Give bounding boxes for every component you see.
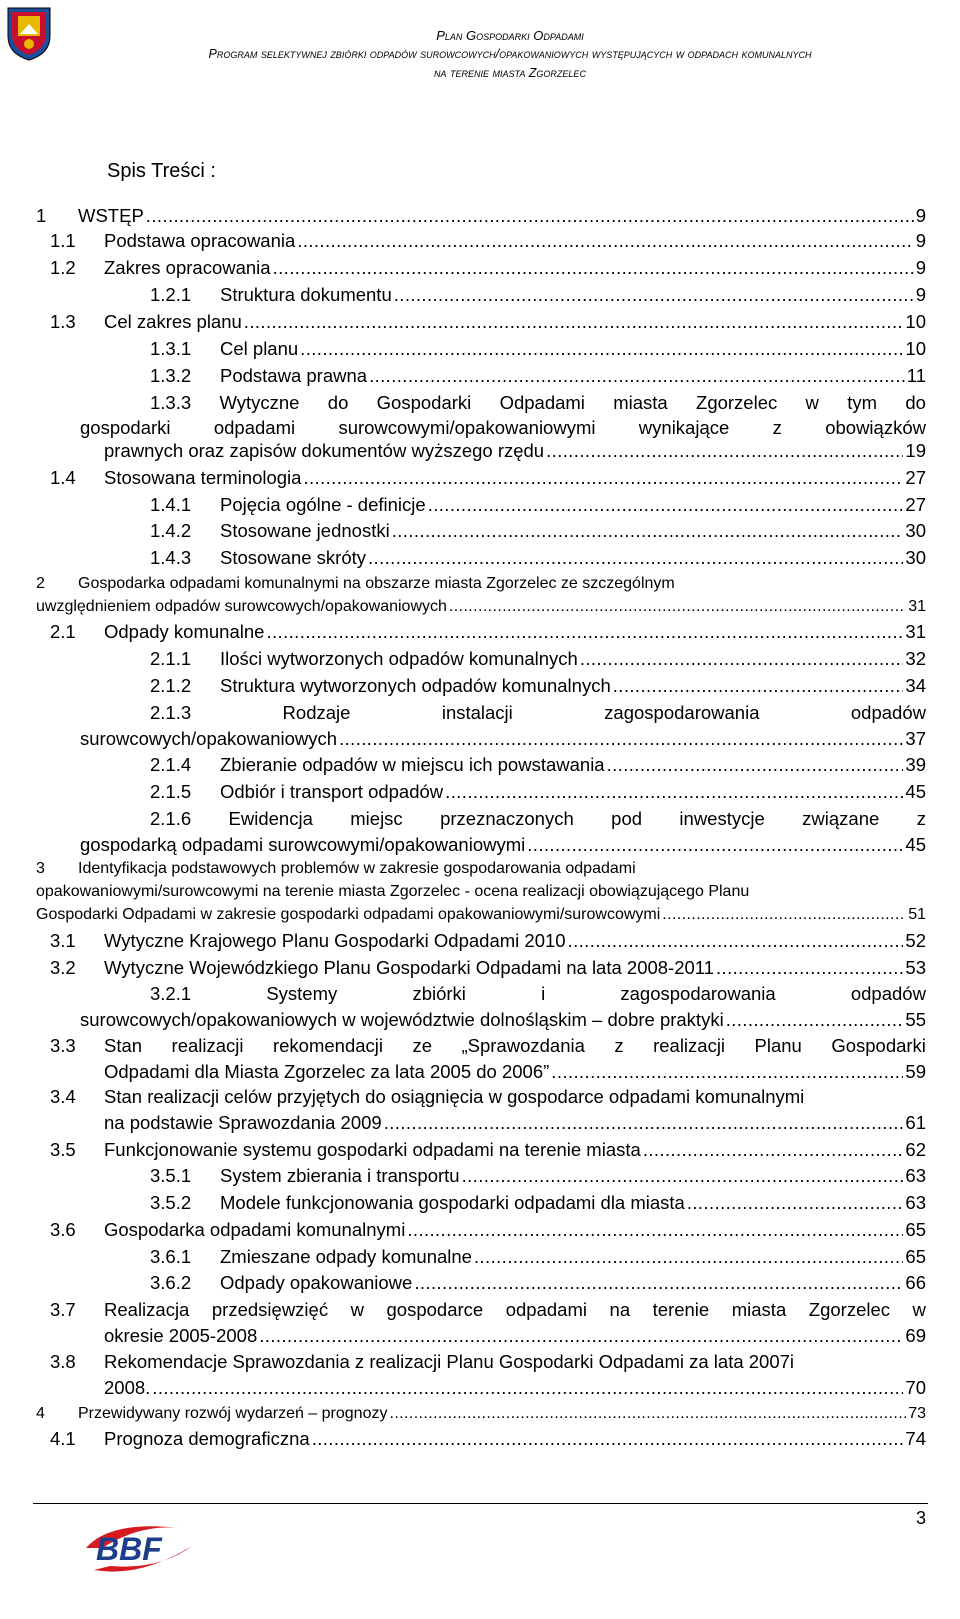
toc-word: rekomendacji bbox=[272, 1035, 383, 1056]
toc-word: zagospodarowania bbox=[620, 983, 776, 1004]
toc-page: 65 bbox=[905, 1219, 926, 1240]
toc-word: odpadów bbox=[850, 983, 926, 1004]
toc-title: na podstawie Sprawozdania 2009 bbox=[104, 1112, 382, 1133]
toc-number: 1.2 bbox=[50, 257, 76, 278]
toc-page: 70 bbox=[905, 1377, 926, 1398]
toc-word: przedsięwzięć bbox=[211, 1299, 329, 1320]
dot-leader bbox=[384, 1112, 904, 1134]
toc-number: 1.1 bbox=[50, 230, 76, 251]
dot-leader bbox=[607, 754, 904, 776]
dot-leader bbox=[687, 1192, 904, 1214]
dot-leader bbox=[568, 930, 904, 952]
toc-title: gospodarką odpadami surowcowymi/opakowaniowymi bbox=[80, 834, 526, 855]
dot-leader bbox=[643, 1139, 904, 1161]
toc-number: 1.3.3 bbox=[150, 392, 192, 413]
toc-page: 63 bbox=[905, 1192, 926, 1213]
toc-word: Realizacja bbox=[104, 1299, 190, 1320]
header-location: na terenie miasta Zgorzelec bbox=[434, 66, 586, 80]
toc-number: 3.2 bbox=[50, 957, 76, 978]
toc-page: 9 bbox=[915, 284, 926, 305]
dot-leader bbox=[266, 621, 903, 643]
toc-title: Odpadami dla Miasta Zgorzelec za lata 2005 do 2006” bbox=[104, 1061, 550, 1082]
dot-leader bbox=[662, 906, 906, 924]
toc-number: 1 bbox=[36, 205, 47, 226]
toc-page: 31 bbox=[908, 598, 926, 615]
toc-page: 11 bbox=[906, 365, 926, 386]
toc-word: Rodzaje bbox=[282, 702, 351, 723]
dot-leader bbox=[303, 467, 903, 489]
toc-title: Stosowane skróty bbox=[220, 547, 367, 568]
toc-page: 10 bbox=[905, 311, 926, 332]
toc-word: związane bbox=[802, 808, 880, 829]
toc-word: Zgorzelec bbox=[808, 1299, 891, 1320]
toc-word: w bbox=[350, 1299, 364, 1320]
toc-word: tym bbox=[847, 392, 878, 413]
toc-page: 32 bbox=[905, 648, 926, 669]
toc-title: Modele funkcjonowania gospodarki odpadami dla miasta bbox=[220, 1192, 685, 1213]
toc-heading: Spis Treści : bbox=[107, 160, 216, 182]
dot-leader bbox=[259, 1325, 903, 1347]
toc-page: 51 bbox=[908, 906, 926, 923]
page-number: 3 bbox=[915, 1508, 926, 1528]
dot-leader bbox=[152, 1377, 903, 1399]
bbf-logo-icon bbox=[80, 1518, 200, 1576]
toc-title: Odbiór i transport odpadów bbox=[220, 781, 444, 802]
toc-word: Stan bbox=[104, 1035, 143, 1056]
toc-title: Zakres opracowania bbox=[104, 257, 271, 278]
toc-word: odpadami bbox=[213, 417, 296, 438]
toc-page: 53 bbox=[905, 957, 926, 978]
toc-page: 9 bbox=[915, 257, 926, 278]
dot-leader bbox=[445, 781, 903, 803]
toc-number: 2.1.4 bbox=[150, 754, 192, 775]
toc-word: Zgorzelec bbox=[696, 392, 778, 413]
toc-title: Stosowane jednostki bbox=[220, 520, 390, 541]
toc-title: WSTĘP bbox=[78, 205, 144, 226]
dot-leader bbox=[392, 520, 904, 542]
toc-word: miejsc bbox=[350, 808, 403, 829]
toc-number: 2.1.3 bbox=[150, 702, 192, 723]
toc-page: 19 bbox=[905, 440, 926, 461]
dot-leader bbox=[546, 440, 903, 462]
toc-title: Cel zakres planu bbox=[104, 311, 242, 332]
header-title: Plan Gospodarki Odpadami bbox=[436, 28, 584, 43]
toc-number: 3.3 bbox=[50, 1035, 76, 1056]
toc-number: 2 bbox=[36, 575, 45, 592]
dot-leader bbox=[244, 311, 904, 333]
toc-number: 3 bbox=[36, 860, 45, 877]
dot-leader bbox=[414, 1272, 903, 1294]
dot-leader bbox=[297, 230, 913, 252]
toc-number: 2.1.5 bbox=[150, 781, 192, 802]
toc-number: 1.4.3 bbox=[150, 547, 192, 568]
toc-title: Podstawa opracowania bbox=[104, 230, 296, 251]
header-subtitle: Program selektywnej zbiórki odpadów surowcowych/opakowaniowych występujących w odpadach komunalnych bbox=[208, 47, 812, 61]
toc-page: 62 bbox=[905, 1139, 926, 1160]
toc-word: odpadów bbox=[850, 702, 926, 723]
toc-title: Podstawa prawna bbox=[220, 365, 368, 386]
dot-leader bbox=[716, 957, 903, 979]
toc-word: realizacji bbox=[171, 1035, 244, 1056]
toc-number: 1.3 bbox=[50, 311, 76, 332]
toc-title: Pojęcia ogólne - definicje bbox=[220, 494, 426, 515]
toc-word: terenie bbox=[652, 1299, 710, 1320]
toc-word: z bbox=[772, 417, 782, 438]
dot-leader bbox=[726, 1009, 904, 1031]
toc-page: 52 bbox=[905, 930, 926, 951]
toc-word: surowcowymi/opakowaniowymi bbox=[338, 417, 596, 438]
toc-page: 55 bbox=[905, 1009, 926, 1030]
dot-leader bbox=[613, 675, 904, 697]
toc-page: 9 bbox=[915, 205, 926, 226]
toc-word: wynikające bbox=[638, 417, 730, 438]
toc-title: Wytyczne Wojewódzkiego Planu Gospodarki Odpadami na lata 2008-2011 bbox=[104, 957, 715, 978]
toc-word: gospodarki bbox=[80, 417, 171, 438]
toc-number: 2.1.1 bbox=[150, 648, 192, 669]
toc-word: Wytyczne bbox=[219, 392, 300, 413]
toc-number: 2.1.6 bbox=[150, 808, 192, 829]
toc-word: Systemy bbox=[266, 983, 338, 1004]
dot-leader bbox=[474, 1246, 903, 1268]
toc-title: Odpady komunalne bbox=[104, 621, 265, 642]
toc-page: 37 bbox=[905, 728, 926, 749]
toc-title: Struktura dokumentu bbox=[220, 284, 392, 305]
toc-title: surowcowych/opakowaniowych bbox=[80, 728, 338, 749]
toc-page: 66 bbox=[905, 1272, 926, 1293]
dot-leader bbox=[339, 728, 903, 750]
toc-number: 1.2.1 bbox=[150, 284, 192, 305]
toc-number: 3.6.1 bbox=[150, 1246, 192, 1267]
toc-word: w bbox=[912, 1299, 926, 1320]
toc-number: 1.4.2 bbox=[150, 520, 192, 541]
toc-page: 65 bbox=[905, 1246, 926, 1267]
toc-page: 63 bbox=[905, 1165, 926, 1186]
svg-text:BBF: BBF bbox=[96, 1531, 162, 1567]
toc-page: 10 bbox=[905, 338, 926, 359]
dot-leader bbox=[368, 547, 903, 569]
toc-title: Prognoza demograficzna bbox=[104, 1428, 310, 1449]
toc-page: 69 bbox=[905, 1325, 926, 1346]
dot-leader bbox=[527, 834, 903, 856]
toc-page: 74 bbox=[905, 1428, 926, 1449]
toc-title-line: Identyfikacja podstawowych problemów w zakresie gospodarowania odpadami bbox=[78, 860, 636, 877]
toc-number: 3.8 bbox=[50, 1351, 76, 1372]
toc-number: 3.5.1 bbox=[150, 1165, 192, 1186]
toc-page: 27 bbox=[905, 467, 926, 488]
toc-word: instalacji bbox=[441, 702, 513, 723]
toc-word: Planu bbox=[754, 1035, 802, 1056]
toc-page: 9 bbox=[915, 230, 926, 251]
toc-word: Gospodarki bbox=[831, 1035, 926, 1056]
toc-page: 30 bbox=[905, 547, 926, 568]
toc-page: 73 bbox=[908, 1405, 926, 1422]
toc-title: Funkcjonowanie systemu gospodarki odpadami na terenie miasta bbox=[104, 1139, 641, 1160]
dot-leader bbox=[407, 1219, 903, 1241]
toc-word: Gospodarki bbox=[376, 392, 472, 413]
toc-word: obowiązków bbox=[825, 417, 926, 438]
toc-page: 30 bbox=[905, 520, 926, 541]
dot-leader bbox=[462, 1165, 904, 1187]
toc-word: gospodarce bbox=[386, 1299, 484, 1320]
toc-title: Cel planu bbox=[220, 338, 299, 359]
toc-word: w bbox=[805, 392, 819, 413]
dot-leader bbox=[300, 338, 903, 360]
toc-title: Ilości wytworzonych odpadów komunalnych bbox=[220, 648, 578, 669]
toc-page: 34 bbox=[905, 675, 926, 696]
toc-word: i bbox=[541, 983, 546, 1004]
toc-word: przeznaczonych bbox=[440, 808, 574, 829]
toc-word: miasta bbox=[731, 1299, 787, 1320]
toc-title: Gospodarka odpadami komunalnymi bbox=[104, 1219, 406, 1240]
toc-title: prawnych oraz zapisów dokumentów wyższego rzędu bbox=[104, 440, 545, 461]
toc-title: Struktura wytworzonych odpadów komunalnych bbox=[220, 675, 611, 696]
toc-word: realizacji bbox=[653, 1035, 726, 1056]
toc-page: 61 bbox=[905, 1112, 926, 1133]
footer-rule bbox=[33, 1503, 928, 1504]
toc-title: System zbierania i transportu bbox=[220, 1165, 460, 1186]
toc-title: Zbieranie odpadów w miejscu ich powstawania bbox=[220, 754, 605, 775]
dot-leader bbox=[428, 494, 904, 516]
toc-title-line: Rekomendacje Sprawozdania z realizacji Planu Gospodarki Odpadami za lata 2007i bbox=[104, 1351, 795, 1372]
dot-leader bbox=[580, 648, 904, 670]
toc-number: 3.6 bbox=[50, 1219, 76, 1240]
toc-word: ze bbox=[412, 1035, 433, 1056]
toc-title: Odpady opakowaniowe bbox=[220, 1272, 413, 1293]
toc-word: „Sprawozdania bbox=[461, 1035, 585, 1056]
toc-page: 45 bbox=[905, 781, 926, 802]
toc-number: 3.1 bbox=[50, 930, 76, 951]
toc-page: 59 bbox=[905, 1061, 926, 1082]
dot-leader bbox=[449, 598, 906, 616]
toc-title: Gospodarki Odpadami w zakresie gospodarki odpadami opakowaniowymi/surowcowymi bbox=[36, 906, 661, 923]
toc-word: miasta bbox=[613, 392, 668, 413]
dot-leader bbox=[273, 257, 914, 279]
toc-page: 39 bbox=[905, 754, 926, 775]
dot-leader bbox=[369, 365, 905, 387]
toc-word: do bbox=[905, 392, 926, 413]
toc-word: zbiórki bbox=[412, 983, 466, 1004]
toc-word: Odpadami bbox=[499, 392, 585, 413]
toc-title-line: opakowaniowymi/surowcowymi na terenie miasta Zgorzelec - ocena realizacji obowiązującego Planu bbox=[36, 883, 750, 900]
city-crest-icon bbox=[4, 4, 54, 62]
toc-number: 3.7 bbox=[50, 1299, 76, 1320]
toc-number: 4 bbox=[36, 1405, 45, 1422]
toc-word: pod bbox=[611, 808, 643, 829]
toc-title: surowcowych/opakowaniowych w województwie dolnośląskim – dobre praktyki bbox=[80, 1009, 724, 1030]
toc-number: 1.3.2 bbox=[150, 365, 192, 386]
toc-title: Stosowana terminologia bbox=[104, 467, 302, 488]
toc-number: 3.6.2 bbox=[150, 1272, 192, 1293]
toc-title: 2008. bbox=[104, 1377, 151, 1398]
toc-title: Zmieszane odpady komunalne bbox=[220, 1246, 472, 1267]
toc-number: 2.1 bbox=[50, 621, 76, 642]
toc-number: 2.1.2 bbox=[150, 675, 192, 696]
dot-leader bbox=[394, 284, 914, 306]
toc-word: do bbox=[327, 392, 349, 413]
toc-word: na bbox=[609, 1299, 631, 1320]
toc-word: z bbox=[916, 808, 926, 829]
dot-leader bbox=[312, 1428, 904, 1450]
toc-number: 1.4.1 bbox=[150, 494, 192, 515]
toc-page: 45 bbox=[905, 834, 926, 855]
toc-word: inwestycje bbox=[679, 808, 765, 829]
toc-title: uwzględnieniem odpadów surowcowych/opakowaniowych bbox=[36, 598, 447, 615]
toc-number: 1.3.1 bbox=[150, 338, 192, 359]
toc-number: 3.2.1 bbox=[150, 983, 192, 1004]
toc-number: 3.5 bbox=[50, 1139, 76, 1160]
toc-page: 31 bbox=[905, 621, 926, 642]
toc-title: Przewidywany rozwój wydarzeń – prognozy bbox=[78, 1405, 388, 1422]
toc-word: odpadami bbox=[505, 1299, 587, 1320]
dot-leader bbox=[389, 1405, 906, 1423]
toc-number: 3.4 bbox=[50, 1086, 76, 1107]
toc-title: okresie 2005-2008 bbox=[104, 1325, 258, 1346]
toc-number: 4.1 bbox=[50, 1428, 76, 1449]
toc-word: Ewidencja bbox=[228, 808, 313, 829]
toc-word: z bbox=[614, 1035, 624, 1056]
toc-number: 3.5.2 bbox=[150, 1192, 192, 1213]
toc-title-line: Gospodarka odpadami komunalnymi na obszarze miasta Zgorzelec ze szczególnym bbox=[78, 575, 675, 592]
toc-title: Wytyczne Krajowego Planu Gospodarki Odpadami 2010 bbox=[104, 930, 566, 951]
toc-page: 27 bbox=[905, 494, 926, 515]
dot-leader bbox=[551, 1061, 903, 1083]
toc-number: 1.4 bbox=[50, 467, 76, 488]
dot-leader bbox=[146, 205, 914, 227]
toc-title-line: Stan realizacji celów przyjętych do osiągnięcia w gospodarce odpadami komunalnymi bbox=[104, 1086, 805, 1107]
toc-word: zagospodarowania bbox=[604, 702, 760, 723]
